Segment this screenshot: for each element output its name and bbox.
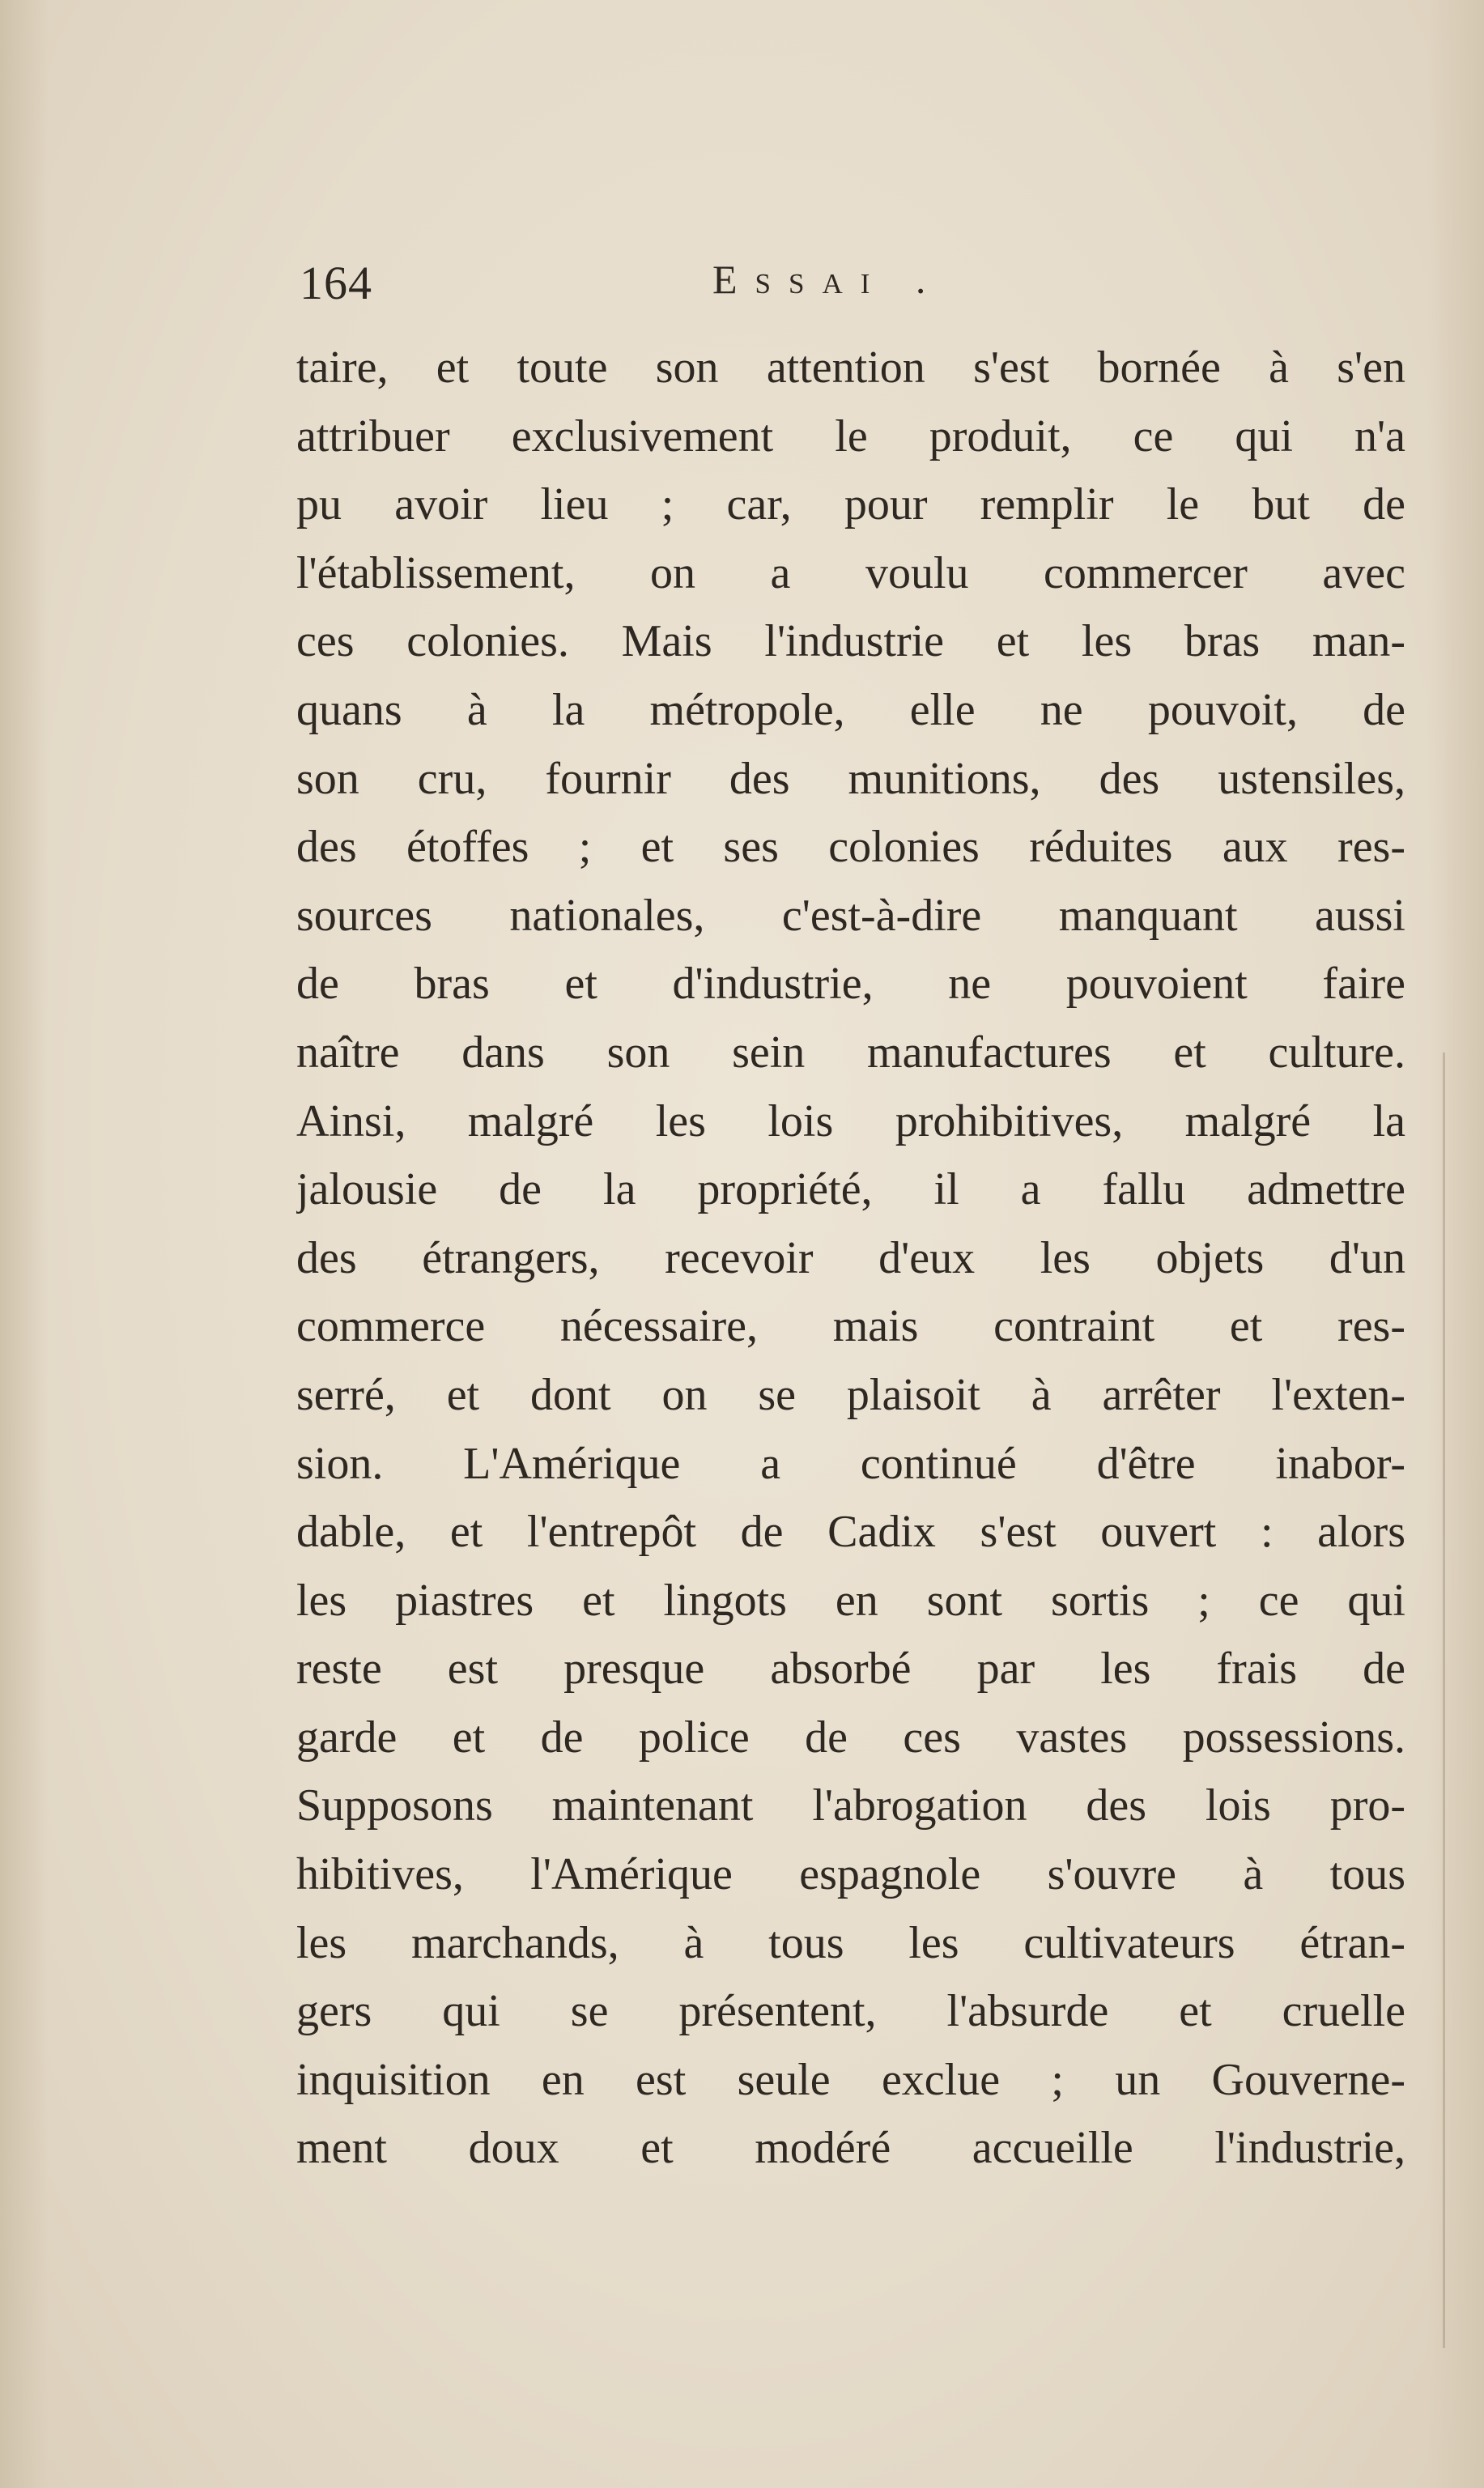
page-edge-shadow xyxy=(1427,0,1484,2488)
text-line: jalousie de la propriété, il a fallu admettre xyxy=(296,1164,1405,1215)
page-number: 164 xyxy=(300,257,372,309)
running-title: Essai . xyxy=(712,257,944,302)
text-line: l'établissement, on a voulu commercer avec xyxy=(296,547,1405,598)
text-line: taire, et toute son attention s'est bornée à s'en xyxy=(296,342,1405,393)
text-line: quans à la métropole, elle ne pouvoit, de xyxy=(296,684,1405,735)
gutter-shadow xyxy=(0,0,49,2488)
text-line: gers qui se présentent, l'absurde et cruelle xyxy=(296,1986,1405,2037)
text-line: Supposons maintenant l'abrogation des lois pro- xyxy=(296,1780,1405,1831)
text-line: Ainsi, malgré les lois prohibitives, malgré la xyxy=(296,1095,1405,1146)
page-edge-line xyxy=(1443,1053,1445,2348)
text-line: des étoffes ; et ses colonies réduites aux res- xyxy=(296,822,1405,873)
text-line: reste est presque absorbé par les frais de xyxy=(296,1644,1405,1695)
text-line: attribuer exclusivement le produit, ce qui n'a xyxy=(296,410,1405,461)
text-line: sources nationales, c'est-à-dire manquant aussi xyxy=(296,890,1405,941)
text-line: ment doux et modéré accueille l'industrie, xyxy=(296,2123,1405,2174)
text-line: inquisition en est seule exclue ; un Gouverne- xyxy=(296,2054,1405,2105)
body-text xyxy=(296,334,1405,2183)
text-line: dable, et l'entrepôt de Cadix s'est ouvert : alors xyxy=(296,1507,1405,1558)
running-head xyxy=(300,253,1417,317)
text-line: garde et de police de ces vastes possessions. xyxy=(296,1712,1405,1763)
text-line: les piastres et lingots en sont sortis ; ce qui xyxy=(296,1575,1405,1626)
text-line: son cru, fournir des munitions, des ustensiles, xyxy=(296,753,1405,804)
text-line: ces colonies. Mais l'industrie et les bras man- xyxy=(296,616,1405,667)
text-line: serré, et dont on se plaisoit à arrêter l'exten- xyxy=(296,1369,1405,1420)
text-line: sion. L'Amérique a continué d'être inabor- xyxy=(296,1438,1405,1489)
text-line: hibitives, l'Amérique espagnole s'ouvre à tous xyxy=(296,1849,1405,1900)
text-line: pu avoir lieu ; car, pour remplir le but de xyxy=(296,479,1405,530)
text-line: commerce nécessaire, mais contraint et res- xyxy=(296,1301,1405,1352)
text-line: naître dans son sein manufactures et culture. xyxy=(296,1027,1405,1078)
text-line: de bras et d'industrie, ne pouvoient faire xyxy=(296,959,1405,1010)
text-line: des étrangers, recevoir d'eux les objets d'un xyxy=(296,1232,1405,1283)
text-line: les marchands, à tous les cultivateurs étran- xyxy=(296,1917,1405,1968)
